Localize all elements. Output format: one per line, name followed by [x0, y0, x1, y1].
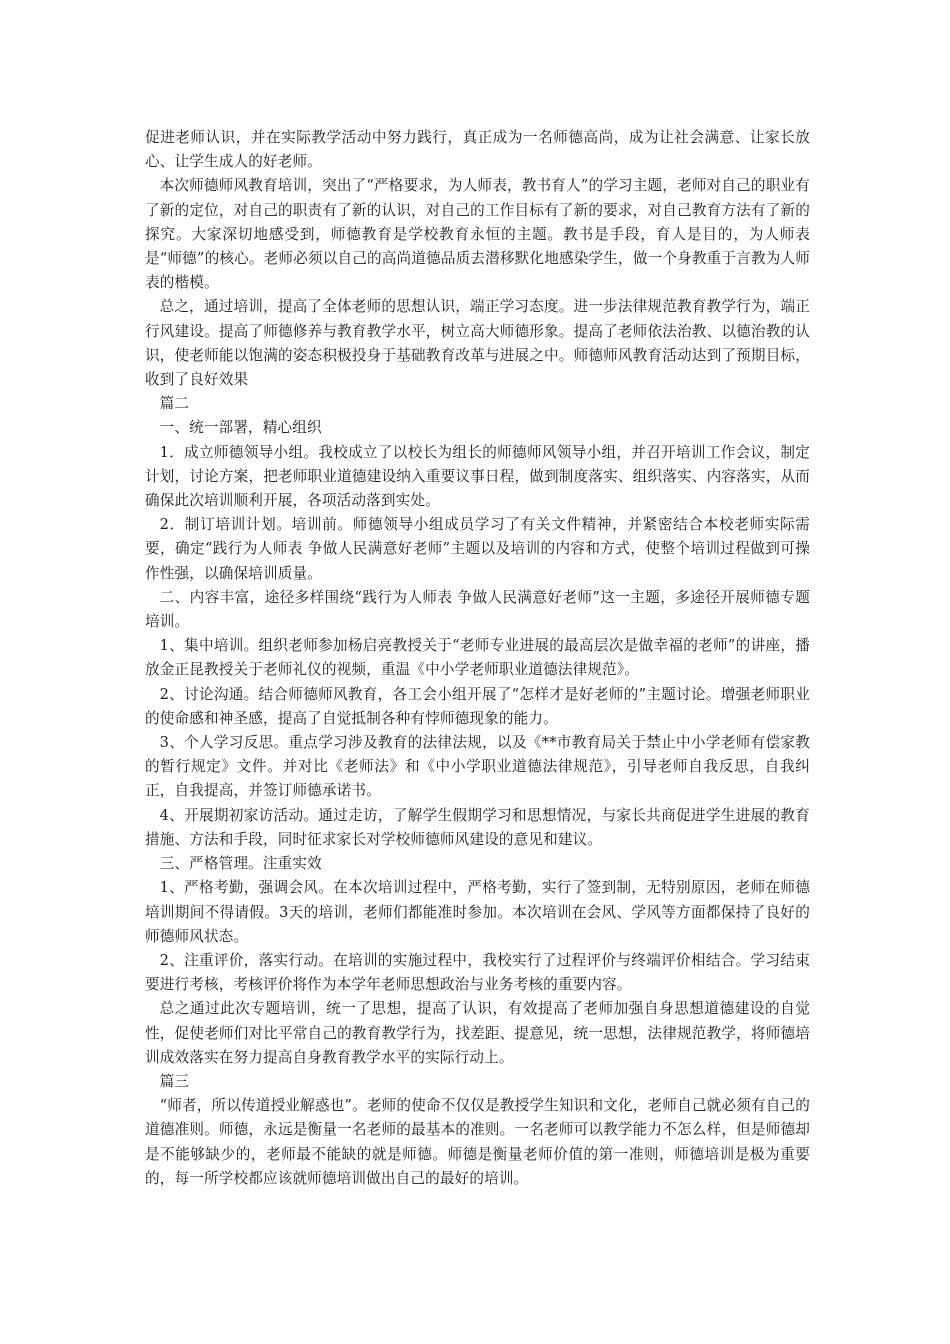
paragraph-training-plan: 2．制订培训计划。培训前。师德领导小组成员学习了有关文件精神，并紧密结合本校老师实际需要，确定“践行为人师表 争做人民满意好老师”主题以及培训的内容和方式，使整个培训过程做到可操作性强，以确保培训质量。 [145, 516, 810, 582]
paragraph-evaluation: 2、注重评价，落实行动。在培训的实施过程中，我校实行了过程评价与终端评价相结合。学习结束要进行考核，考核评价将作为本学年老师思想政治与业务考核的重要内容。 [145, 951, 810, 994]
paragraph-conclusion-2: 总之通过此次专题培训，统一了思想，提高了认识，有效提高了老师加强自身思想道德建设的自觉性，促使老师们对比平常自己的教育教学行为，找差距、提意见，统一思想，法律规范教学，将师德培训成效落实在努力提高自身教育教学水平的实际行动上。 [145, 1000, 810, 1066]
paragraph-intro-continuation: 促进老师认识，并在实际教学活动中努力践行，真正成为一名师德高尚，成为让社会满意、让家长放心、让学生成人的好老师。 [145, 129, 810, 171]
paragraph-teacher-ethics: “师者，所以传道授业解惑也”。老师的使命不仅仅是教授学生知识和文化，老师自己就必须有自己的道德准则。师德，永远是衡量一名老师的最基本的准则。一名老师可以教学能力不怎么样，但是师德却是不能够缺少的，老师最不能缺的就是师德。师德是衡量老师价值的第一准则，师德培训是极为重要的，每一所学校都应该就师德培训做出自己的最好的培训。 [145, 1097, 810, 1187]
paragraph-conclusion-1: 总之，通过培训，提高了全体老师的思想认识，端正学习态度。进一步法律规范教育教学行为，端正行风建设。提高了师德修养与教育教学水平，树立高大师德形象。提高了老师依法治教、以德治教的认识，使老师能以饱满的姿态积极投身于基础教育改革与进展之中。师德师风教育活动达到了预期目标，收到了良好效果 [145, 298, 810, 389]
subheading-rich-content: 二、内容丰富，途径多样围绕“践行为人师表 争做人民满意好老师”这一主题，多途径开展师德专题培训。 [145, 588, 810, 631]
paragraph-discussion: 2、讨论沟通。结合师德师风教育，各工会小组开展了“怎样才是好老师的”主题讨论。增强老师职业的使命感和神圣感，提高了自觉抵制各种有悖师德现象的能力。 [145, 685, 810, 727]
paragraph-training-summary: 本次师德师风教育培训，突出了“严格要求，为人师表，教书育人”的学习主题，老师对自己的职业有了新的定位，对自己的职责有了新的认识，对自己的工作目标有了新的要求，对自己教育方法有了新的探究。大家深切地感受到，师德教育是学校教育永恒的主题。教书是手段，育人是目的，为人师表是“师德”的核心。老师必须以自己的高尚道德品质去潜移默化地感染学生，做一个身教重于言教为人师表的楷模。 [145, 177, 810, 292]
paragraph-home-visits: 4、开展期初家访活动。通过走访，了解学生假期学习和思想情况，与家长共商促进学生进展的教育措施、方法和手段，同时征求家长对学校师德师风建设的意见和建议。 [145, 806, 810, 848]
subheading-unified-deployment: 一、统一部署，精心组织 [159, 419, 322, 437]
paragraph-attendance: 1、严格考勤，强调会风。在本次培训过程中，严格考勤，实行了签到制，无特别原因，老师在师德培训期间不得请假。3天的培训，老师们都能准时参加。本次培训在会风、学风等方面都保持了良好的师德师风状态。 [145, 879, 810, 945]
subheading-strict-management: 三、严格管理。注重实效 [159, 855, 322, 873]
section-heading-part-two: 篇二 [159, 395, 190, 413]
document-body [145, 126, 810, 1191]
paragraph-leadership-group: 1．成立师德领导小组。我校成立了以校长为组长的师德师风领导小组，并召开培训工作会议，制定计划，讨论方案，把老师职业道德建设纳入重要议事日程，做到制度落实、组织落实、内容落实，从而确保此次培训顺利开展，各项活动落到实处。 [145, 443, 810, 510]
section-heading-part-three: 篇三 [159, 1072, 190, 1090]
paragraph-self-reflection: 3、个人学习反思。重点学习涉及教育的法律法规，以及《**市教育局关于禁止中小学老师有偿家教的暂行规定》文件。并对比《老师法》和《中小学职业道德法律规范》，引导老师自我反思，自我纠正，自我提高，并签订师德承诺书。 [145, 734, 810, 800]
paragraph-centralized-training: 1、集中培训。组织老师参加杨启亮教授关于“老师专业进展的最高层次是做幸福的老师”的讲座，播放金正昆教授关于老师礼仪的视频，重温《中小学老师职业道德法律规范》。 [145, 637, 810, 679]
